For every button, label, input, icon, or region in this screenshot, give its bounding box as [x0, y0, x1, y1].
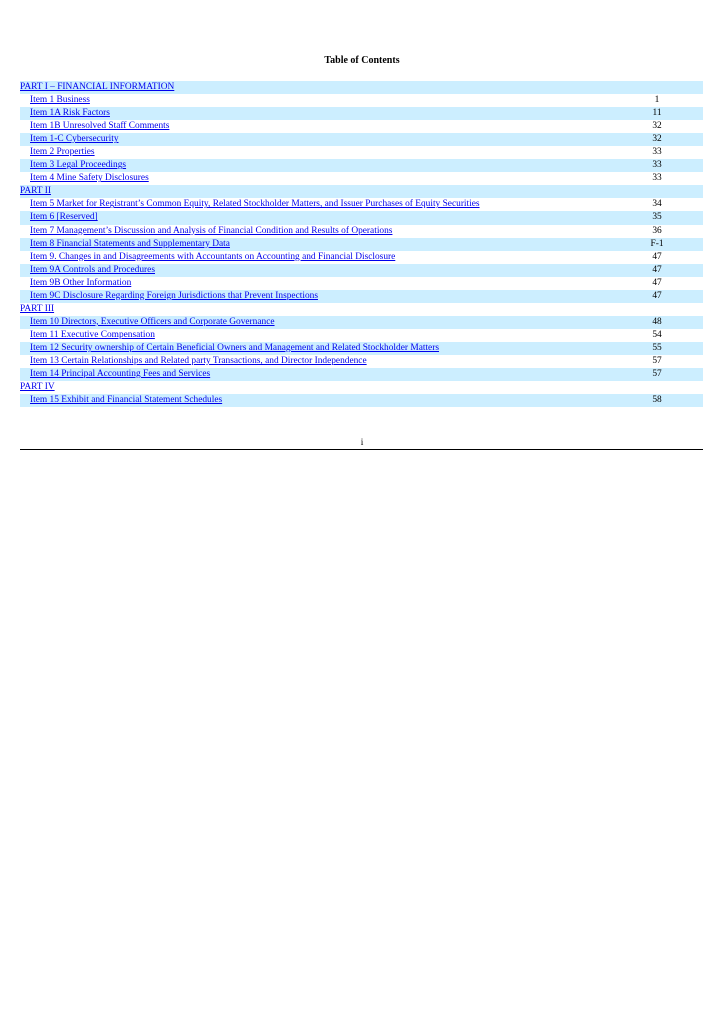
toc-item-link[interactable]: Item 6 [Reserved]: [30, 212, 98, 223]
toc-item-row: [20, 107, 703, 120]
page-title: Table of Contents: [324, 55, 400, 66]
toc-item-row: [20, 198, 703, 211]
toc-part-row: [20, 185, 703, 198]
toc-item-row: [20, 251, 703, 264]
toc-item-row: [20, 225, 703, 238]
toc-item-row: [20, 329, 703, 342]
toc-item-row: [20, 355, 703, 368]
toc-page-number: 47: [652, 290, 662, 301]
toc-page-number: 47: [652, 277, 662, 288]
toc-item-row: [20, 238, 703, 251]
table-of-contents: [20, 81, 703, 407]
toc-part-row: [20, 81, 703, 94]
toc-page-number: 33: [652, 147, 662, 158]
toc-item-row: [20, 120, 703, 133]
toc-item-link[interactable]: Item 9B Other Information: [30, 277, 132, 288]
toc-item-link[interactable]: Item 7 Management’s Discussion and Analysis of Financial Condition and Results of Operations: [30, 225, 393, 236]
toc-item-link[interactable]: Item 4 Mine Safety Disclosures: [30, 173, 149, 184]
toc-item-link[interactable]: Item 1A Risk Factors: [30, 108, 110, 119]
toc-item-link[interactable]: Item 2 Properties: [30, 147, 95, 158]
toc-item-link[interactable]: Item 10 Directors, Executive Officers and Corporate Governance: [30, 316, 275, 327]
bottom-rule: [20, 449, 703, 450]
toc-item-row: [20, 159, 703, 172]
toc-page-number: 33: [652, 173, 662, 184]
toc-page-number: 47: [652, 251, 662, 262]
toc-item-row: [20, 277, 703, 290]
toc-item-row: [20, 264, 703, 277]
toc-page-number: 1: [654, 95, 660, 106]
toc-part-link[interactable]: PART I – FINANCIAL INFORMATION: [20, 82, 175, 92]
toc-part-link[interactable]: PART IV: [20, 382, 55, 393]
toc-part-link[interactable]: PART II: [20, 186, 51, 197]
toc-item-link[interactable]: Item 15 Exhibit and Financial Statement Schedules: [30, 395, 223, 406]
toc-page-number: 34: [652, 199, 662, 210]
toc-item-row: [20, 146, 703, 159]
toc-item-row: [20, 316, 703, 329]
toc-item-row: [20, 94, 703, 107]
toc-item-link[interactable]: Item 9C Disclosure Regarding Foreign Jurisdictions that Prevent Inspections: [30, 290, 318, 301]
toc-item-link[interactable]: Item 13 Certain Relationships and Related party Transactions, and Director Independence: [30, 355, 367, 366]
toc-item-link[interactable]: Item 14 Principal Accounting Fees and Services: [30, 369, 211, 380]
toc-item-row: [20, 172, 703, 185]
toc-item-row: [20, 342, 703, 355]
toc-page-number: F-1: [650, 238, 664, 249]
toc-item-link[interactable]: Item 3 Legal Proceedings: [30, 160, 127, 171]
toc-item-link[interactable]: Item 8 Financial Statements and Supplementary Data: [30, 238, 230, 249]
toc-page-number: 11: [652, 108, 662, 119]
toc-item-link[interactable]: Item 1 Business: [30, 95, 90, 106]
toc-page-number: 47: [652, 264, 662, 275]
toc-page-number: 35: [652, 212, 662, 223]
toc-item-link[interactable]: Item 1B Unresolved Staff Comments: [30, 121, 170, 132]
toc-page-number: 58: [652, 395, 662, 406]
toc-item-row: [20, 133, 703, 146]
toc-page-number: 57: [652, 355, 662, 366]
toc-item-link[interactable]: Item 9. Changes in and Disagreements with Accountants on Accounting and Financial Disclosure: [30, 251, 396, 262]
toc-page-number: 36: [652, 225, 662, 236]
toc-item-row: [20, 290, 703, 303]
toc-part-row: [20, 381, 703, 394]
toc-page-number: 48: [652, 316, 662, 327]
toc-part-link[interactable]: PART III: [20, 303, 55, 314]
toc-item-link[interactable]: Item 12 Security ownership of Certain Beneficial Owners and Management and Related Stockholder Matters: [30, 342, 439, 353]
footer-page-number: i: [360, 438, 364, 448]
toc-page-number: 57: [652, 369, 662, 380]
toc-part-row: [20, 303, 703, 316]
toc-item-link[interactable]: Item 5 Market for Registrant’s Common Equity, Related Stockholder Matters, and Issuer Purchases of Equity Securities: [30, 199, 480, 210]
toc-page-number: 32: [652, 134, 662, 145]
toc-page-number: 55: [652, 342, 662, 353]
toc-item-link[interactable]: Item 11 Executive Compensation: [30, 329, 155, 340]
toc-page-number: 32: [652, 121, 662, 132]
toc-item-link[interactable]: Item 9A Controls and Procedures: [30, 264, 155, 275]
toc-item-row: [20, 394, 703, 407]
toc-page-number: 54: [652, 329, 662, 340]
toc-item-row: [20, 211, 703, 224]
toc-item-link[interactable]: Item 1-C Cybersecurity: [30, 134, 119, 145]
toc-page-number: 33: [652, 160, 662, 171]
toc-item-row: [20, 368, 703, 381]
